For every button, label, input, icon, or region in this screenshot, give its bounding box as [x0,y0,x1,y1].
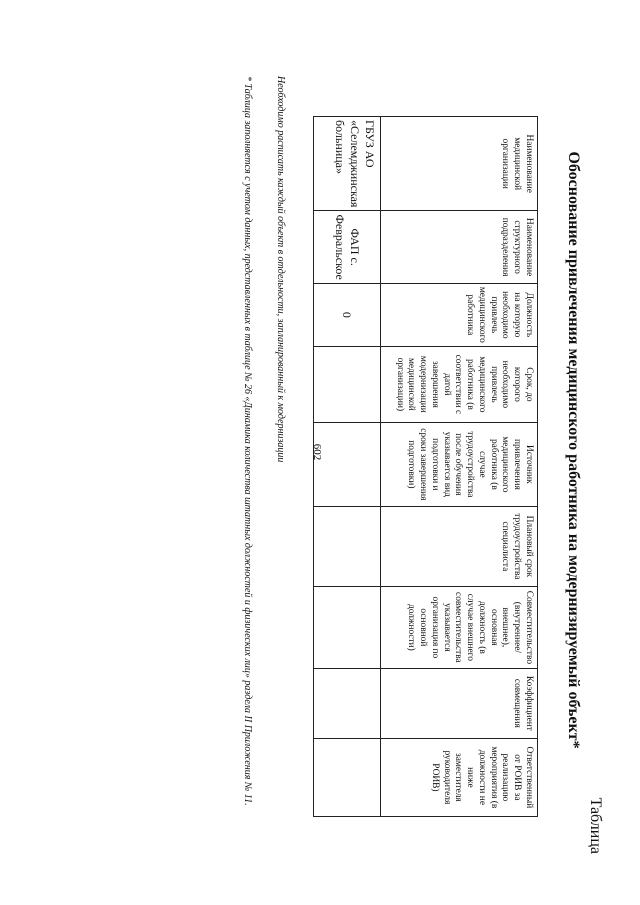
cell-coefficient [314,668,381,738]
justification-table [313,116,538,817]
cell-position: 0 [314,283,381,346]
header-responsible: Ответственный от РОИВ за реализацию мероприятия (в должности не ниже заместителя руководителя РОИВ) [381,738,538,816]
header-position: Должность на которую необходимо привлечь медицинского работника [381,283,538,346]
note-each-object: Необходимо расписать каждый объект в отдельности, запланированный к модернизации [275,76,286,463]
note-footnote: * Таблица заполняется с учетом данных, представленных в таблице № 26 «Динамика количества штатных должностей и физических лиц» раздела II Приложения № 11. [242,76,253,806]
header-coefficient: Коэффициент совмещения [381,668,538,738]
document-title: Обоснование привлечения медицинского работника на модернизируемый объект* [565,151,582,749]
header-combination: Совместительство (внутреннее/внешнее), основная должность (в случае внешнего совместительства указывается организация по основной должности) [381,586,538,668]
cell-unit: ФАП с. Февральское [314,211,381,283]
landscape-page [68,30,608,870]
header-source: Источник привлечения медицинского работника (в случае трудоустройства после обучения указывается вид подготовки и сроки завершения подготовки) [381,422,538,506]
cell-org: ГБУЗ АО «Селемджинская больница» [314,117,381,211]
table-label: Таблица [587,797,604,854]
header-planned-date: Плановый срок трудоустройства специалиста [381,506,538,586]
cell-deadline [314,346,381,422]
cell-source [314,422,381,506]
header-unit: Наименование структурного подразделения [381,211,538,283]
header-deadline: Срок, до которого необходимо привлечь медицинского работника (в соответствии с датой завершения модернизации медицинской организации) [381,346,538,422]
table-row [314,117,381,817]
page-number: 602 [311,443,323,461]
cell-planned-date [314,506,381,586]
cell-responsible [314,738,381,816]
table-header-row [381,117,538,817]
cell-combination [314,586,381,668]
header-org: Наименование медицинской организации [381,117,538,211]
